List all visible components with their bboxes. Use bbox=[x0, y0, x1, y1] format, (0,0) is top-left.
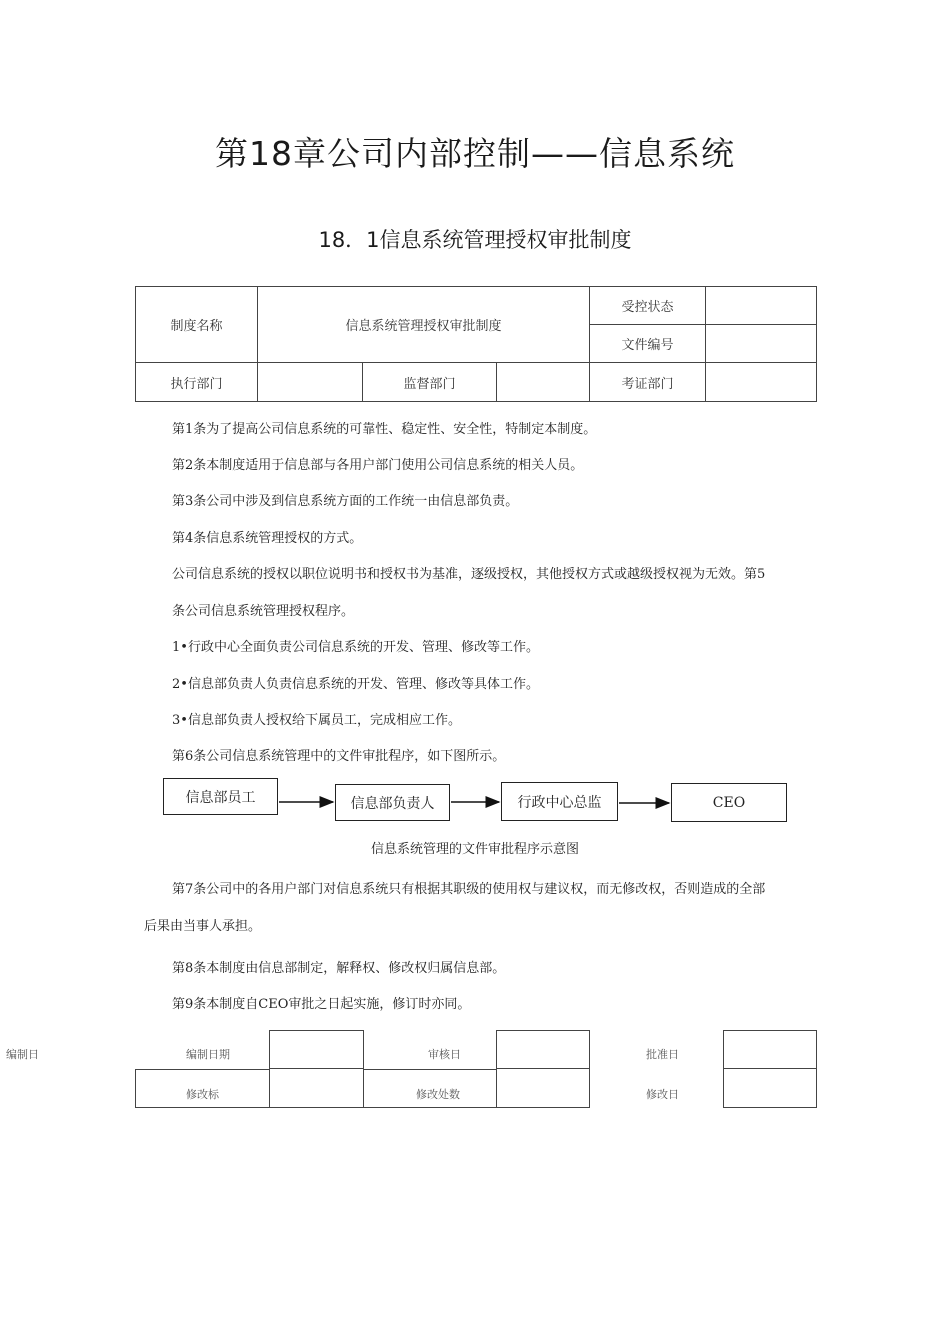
article-9: 第9条本制度自CEO审批之日起实施，修订时亦同。 bbox=[172, 997, 471, 1012]
signoff-label-approved: 批准日 bbox=[646, 1048, 679, 1061]
status-label: 受控状态 bbox=[589, 286, 706, 325]
article-4: 第4条信息系统管理授权的方式。 bbox=[172, 531, 363, 546]
article-3: 第3条公司中涉及到信息系统方面的工作统一由信息部负责。 bbox=[172, 494, 519, 509]
name-label: 制度名称 bbox=[135, 286, 258, 363]
section-title: 18．1信息系统管理授权审批制度 bbox=[318, 228, 632, 252]
signoff-rule bbox=[135, 1069, 270, 1070]
article-8: 第8条本制度由信息部制定，解释权、修改权归属信息部。 bbox=[172, 961, 506, 976]
article-5-item-3: 3•信息部负责人授权给下属员工，完成相应工作。 bbox=[172, 713, 461, 728]
exec-dept-label: 执行部门 bbox=[135, 362, 258, 402]
signoff-rule bbox=[135, 1069, 136, 1108]
signoff-label-prepared: 编制日 bbox=[6, 1048, 39, 1061]
article-5-item-1: 1•行政中心全面负责公司信息系统的开发、管理、修改等工作。 bbox=[172, 640, 539, 655]
flow-node-staff: 信息部员工 bbox=[163, 778, 278, 815]
article-7-cont: 后果由当事人承担。 bbox=[144, 919, 262, 934]
signoff-cell bbox=[496, 1068, 590, 1108]
article-4-body: 公司信息系统的授权以职位说明书和授权书为基准，逐级授权，其他授权方式或越级授权视为无效。第5 bbox=[172, 567, 766, 582]
signoff-label-reviewed: 审核日 bbox=[428, 1048, 461, 1061]
signoff-label-revision-mark: 修改标 bbox=[186, 1088, 219, 1101]
article-2: 第2条本制度适用于信息部与各用户部门使用公司信息系统的相关人员。 bbox=[172, 458, 584, 473]
signoff-label-prepared-date: 编制日期 bbox=[186, 1048, 230, 1061]
signoff-cell bbox=[723, 1068, 817, 1108]
flow-node-director: 行政中心总监 bbox=[501, 782, 618, 821]
article-7: 第7条公司中的各用户部门对信息系统只有根据其职级的使用权与建议权，而无修改权，否则造成的全部 bbox=[172, 882, 766, 897]
article-5-item-2: 2•信息部负责人负责信息系统的开发、管理、修改等具体工作。 bbox=[172, 677, 539, 692]
signoff-label-revision-date: 修改日 bbox=[646, 1088, 679, 1101]
signoff-rule bbox=[363, 1069, 497, 1070]
flow-node-ceo: CEO bbox=[671, 783, 787, 822]
article-6: 第6条公司信息系统管理中的文件审批程序，如下图所示。 bbox=[172, 749, 506, 764]
flow-node-dept-head: 信息部负责人 bbox=[335, 784, 450, 821]
name-value: 信息系统管理授权审批制度 bbox=[257, 286, 590, 363]
signoff-cell bbox=[723, 1030, 817, 1069]
audit-dept-label: 考证部门 bbox=[589, 362, 706, 402]
article-1: 第1条为了提高公司信息系统的可靠性、稳定性、安全性，特制定本制度。 bbox=[172, 422, 597, 437]
signoff-cell bbox=[496, 1030, 590, 1069]
signoff-cell bbox=[269, 1068, 364, 1108]
page-title: 第18章公司内部控制——信息系统 bbox=[215, 134, 735, 173]
doc-no-label: 文件编号 bbox=[589, 324, 706, 363]
article-5-title: 条公司信息系统管理授权程序。 bbox=[172, 604, 355, 619]
signoff-rule bbox=[135, 1107, 270, 1108]
signoff-cell bbox=[269, 1030, 364, 1069]
signoff-rule bbox=[363, 1107, 497, 1108]
signoff-label-revision-count: 修改处数 bbox=[416, 1088, 460, 1101]
supervise-dept-label: 监督部门 bbox=[362, 362, 497, 402]
flowchart-caption: 信息系统管理的文件审批程序示意图 bbox=[370, 842, 579, 857]
